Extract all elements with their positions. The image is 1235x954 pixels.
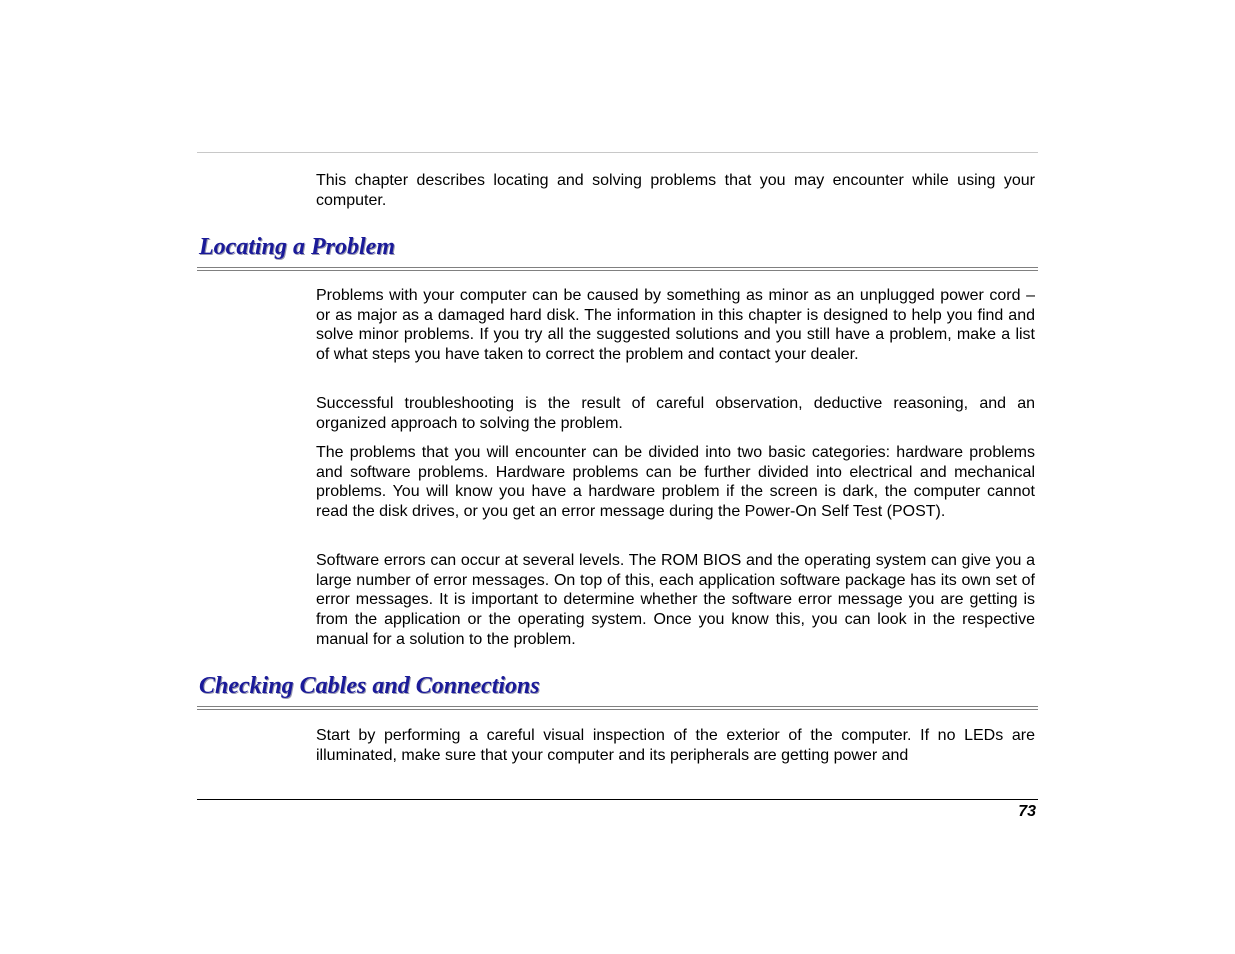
section-heading-locating-a-problem: Locating a Problem bbox=[199, 234, 395, 260]
body-paragraph: Problems with your computer can be caused by something as minor as an unplugged power cord – or as major as a damaged hard disk. The information in this chapter is designed to help you find and solve minor problems. If you try all the suggested solutions and you still have a problem, make a list of what steps you have taken to correct the problem and contact your dealer. bbox=[316, 287, 1035, 364]
body-paragraph: Software errors can occur at several levels. The ROM BIOS and the operating system can give you a large number of error messages. On top of this, each application software package has its own set of error messages. It is important to determine whether the software error message you are getting is from the application or the operating system. Once you know this, you can look in the respective manual for a solution to the problem. bbox=[316, 552, 1035, 648]
header-rule bbox=[197, 152, 1038, 153]
body-paragraph: Successful troubleshooting is the result of careful observation, deductive reasoning, and an organized approach to solving the problem. bbox=[316, 395, 1035, 432]
section-rule bbox=[197, 267, 1038, 271]
section-rule bbox=[197, 706, 1038, 710]
section-heading-checking-cables: Checking Cables and Connections bbox=[199, 673, 540, 699]
intro-paragraph: This chapter describes locating and solving problems that you may encounter while using your computer. bbox=[316, 172, 1035, 209]
page-number: 73 bbox=[1018, 803, 1036, 820]
body-paragraph: Start by performing a careful visual inspection of the exterior of the computer. If no LEDs are illuminated, make sure that your computer and its peripherals are getting power and bbox=[316, 727, 1035, 764]
footer-rule bbox=[197, 799, 1038, 800]
body-paragraph: The problems that you will encounter can be divided into two basic categories: hardware problems and software problems. Hardware problems can be further divided into electrical and mechanical problems. You will know you have a hardware problem if the screen is dark, the computer cannot read the disk drives, or you get an error message during the Power-On Self Test (POST). bbox=[316, 444, 1035, 521]
